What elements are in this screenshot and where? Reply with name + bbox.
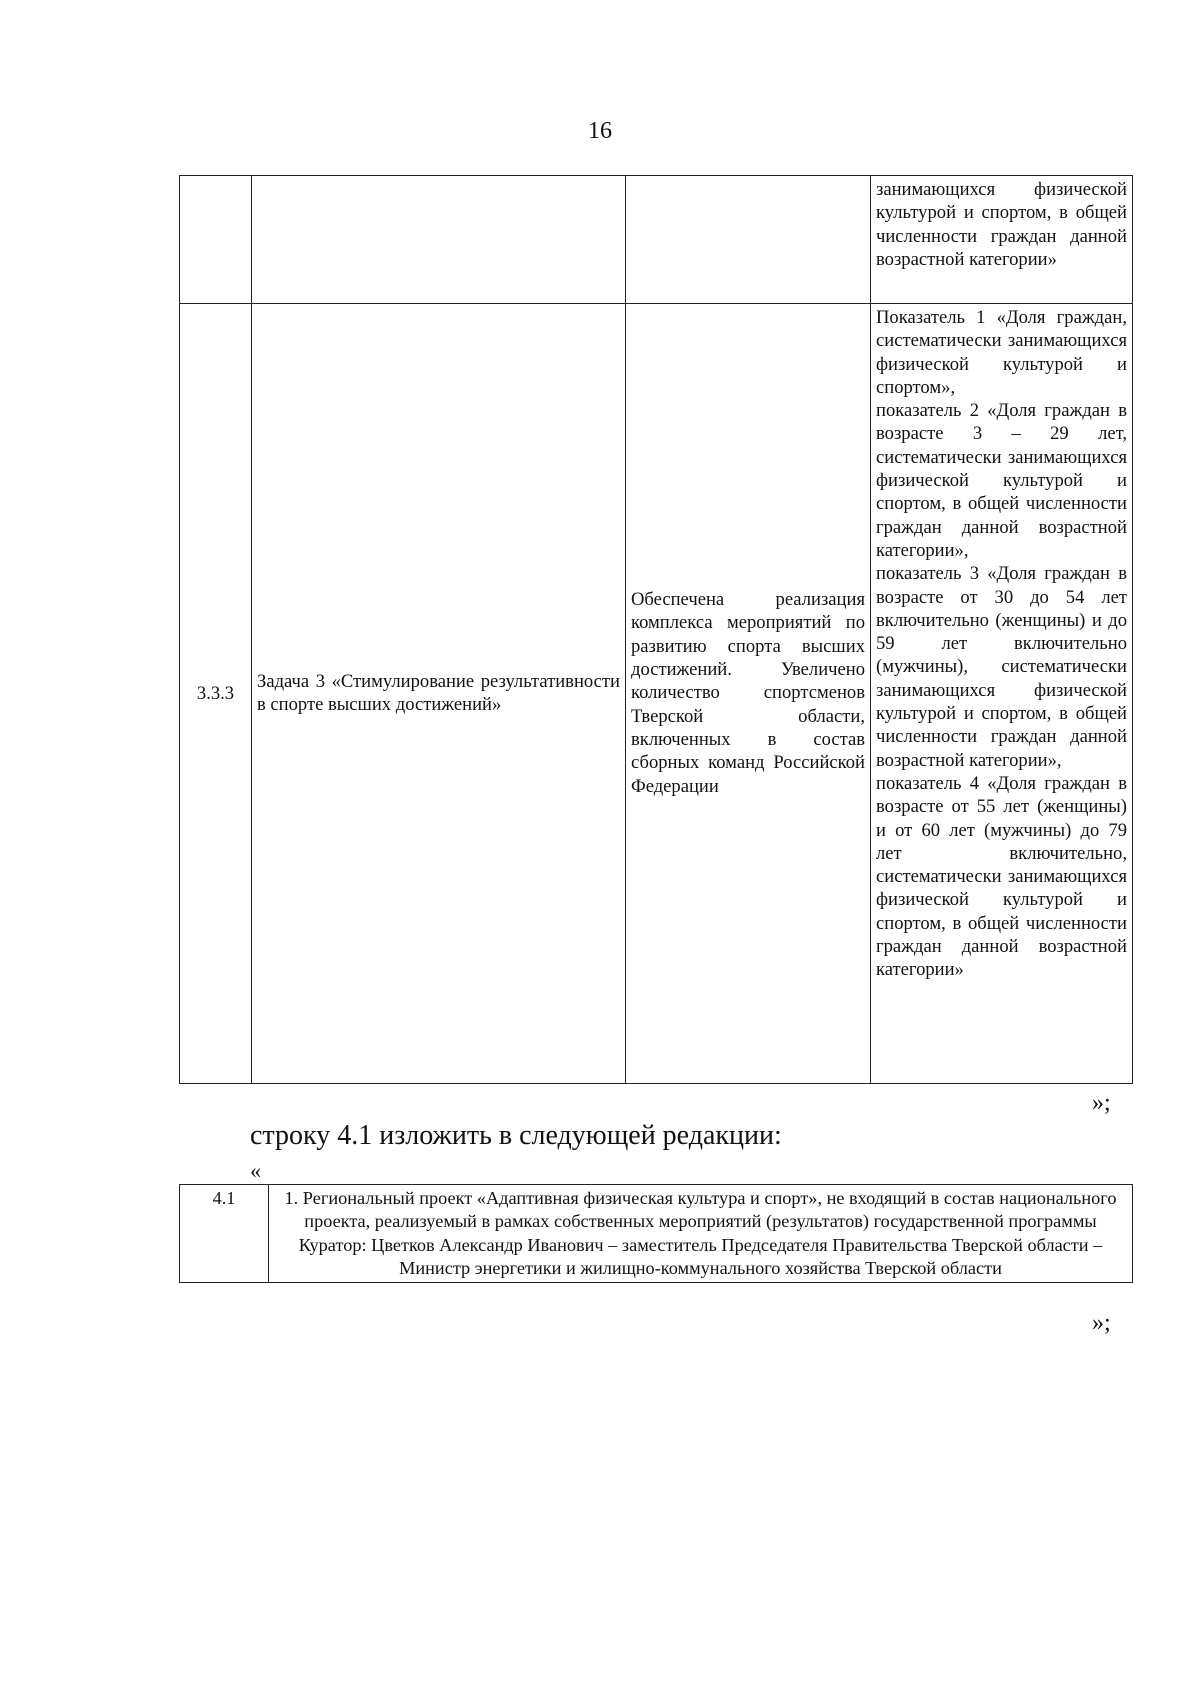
row-4-1-table <box>179 1184 1133 1283</box>
closing-quote-2: »; <box>1092 1310 1111 1336</box>
cell-indicators-continued: занимающихся физической культурой и спортом, в общей численности граждан данной возрастной категории» <box>871 176 1133 304</box>
cell-row-number-4-1: 4.1 <box>180 1185 269 1283</box>
cell-row-number: 3.3.3 <box>180 304 252 1084</box>
indicator-4: показатель 4 «Доля граждан в возрасте от 55 лет (женщины) и от 60 лет (мужчины) до 79 лет включительно, систематически занимающихся физической культурой и спортом, в общей численности граждан данной возрастной категории» <box>876 772 1127 981</box>
table-row-continuation <box>180 176 1133 304</box>
opening-quote: « <box>250 1158 261 1183</box>
table-row-4-1 <box>180 1185 1133 1283</box>
cell-indicators <box>871 304 1133 1084</box>
amendment-instruction: строку 4.1 изложить в следующей редакции: <box>250 1120 782 1151</box>
cell-project-description <box>269 1185 1133 1283</box>
cell-number-empty <box>180 176 252 304</box>
cell-result: Обеспечена реализация комплекса мероприятий по развитию спорта высших достижений. Увеличено количество спортсменов Тверской области, включенных в состав сборных команд Российской Федерации <box>626 304 871 1084</box>
cell-task: Задача 3 «Стимулирование результативности в спорте высших достижений» <box>252 304 626 1084</box>
project-curator: Куратор: Цветков Александр Иванович – заместитель Председателя Правительства Тверской области – Министр энергетики и жилищно-коммунального хозяйства Тверской области <box>298 1234 1103 1278</box>
indicator-2: показатель 2 «Доля граждан в возрасте 3 – 29 лет, систематически занимающихся физической культурой и спортом, в общей численности граждан данной возрастной категории», <box>876 400 1127 561</box>
cell-result-empty <box>626 176 871 304</box>
closing-quote-1: »; <box>1092 1090 1111 1116</box>
cell-task-empty <box>252 176 626 304</box>
indicator-3: показатель 3 «Доля граждан в возрасте от 30 до 54 лет включительно (женщины) и до 59 лет включительно (мужчины), систематически занимающихся физической культурой и спортом, в общей численности граждан данной возрастной категории», <box>876 563 1127 771</box>
project-title: 1. Региональный проект «Адаптивная физическая культура и спорт», не входящий в состав национального проекта, реализуемый в рамках собственных мероприятий (результатов) государственной программы <box>284 1188 1117 1232</box>
page-number: 16 <box>588 118 612 144</box>
program-table-continued <box>179 175 1133 1084</box>
table-row-3-3-3 <box>180 304 1133 1084</box>
indicator-1: Показатель 1 «Доля граждан, систематически занимающихся физической культурой и спортом», <box>876 307 1127 398</box>
